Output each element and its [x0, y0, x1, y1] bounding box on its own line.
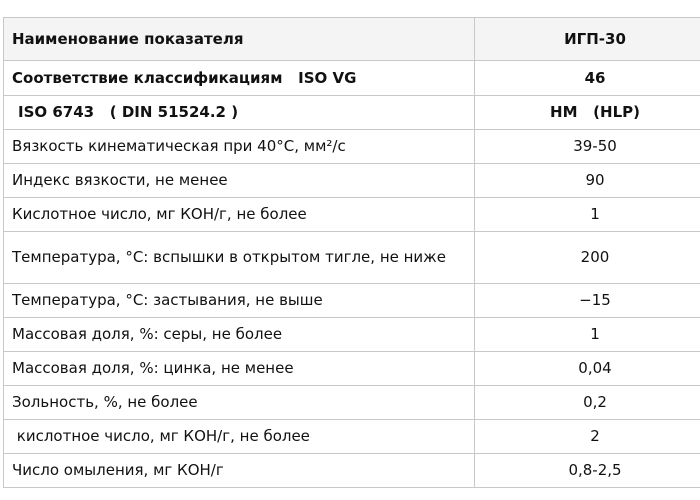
table-header-row	[4, 18, 700, 61]
table-row	[4, 198, 700, 232]
table-row	[4, 61, 700, 96]
value-cell: HM (HLP)	[475, 96, 700, 130]
param-cell: Массовая доля, %: цинка, не менее	[4, 352, 475, 386]
value-cell: −15	[475, 284, 700, 318]
header-value-cell: ИГП-30	[475, 18, 700, 61]
value-cell: 2	[475, 420, 700, 454]
table-row	[4, 164, 700, 198]
param-cell: Число омыления, мг КОН/г	[4, 454, 475, 488]
param-cell: ISO 6743 ( DIN 51524.2 )	[4, 96, 475, 130]
table-row	[4, 318, 700, 352]
header-param-cell: Наименование показателя	[4, 18, 475, 61]
param-cell: Вязкость кинематическая при 40°С, мм²/с	[4, 130, 475, 164]
param-cell: Температура, °С: застывания, не выше	[4, 284, 475, 318]
value-cell: 1	[475, 318, 700, 352]
table-row	[4, 454, 700, 488]
value-cell: 90	[475, 164, 700, 198]
value-cell: 0,2	[475, 386, 700, 420]
value-cell: 1	[475, 198, 700, 232]
table-row	[4, 130, 700, 164]
param-cell: Массовая доля, %: серы, не более	[4, 318, 475, 352]
value-cell: 0,04	[475, 352, 700, 386]
value-cell: 200	[475, 232, 700, 284]
properties-table	[3, 17, 700, 488]
param-cell: Индекс вязкости, не менее	[4, 164, 475, 198]
table-row	[4, 232, 700, 284]
table-row	[4, 420, 700, 454]
table-row	[4, 96, 700, 130]
table-row	[4, 284, 700, 318]
param-cell: Зольность, %, не более	[4, 386, 475, 420]
param-cell: кислотное число, мг КОН/г, не более	[4, 420, 475, 454]
table-row	[4, 386, 700, 420]
param-cell: Соответствие классификациям ISO VG	[4, 61, 475, 96]
value-cell: 39-50	[475, 130, 700, 164]
value-cell: 46	[475, 61, 700, 96]
param-cell: Температура, °С: вспышки в открытом тигле, не ниже	[4, 232, 475, 284]
value-cell: 0,8-2,5	[475, 454, 700, 488]
table-row	[4, 352, 700, 386]
param-cell: Кислотное число, мг КОН/г, не более	[4, 198, 475, 232]
